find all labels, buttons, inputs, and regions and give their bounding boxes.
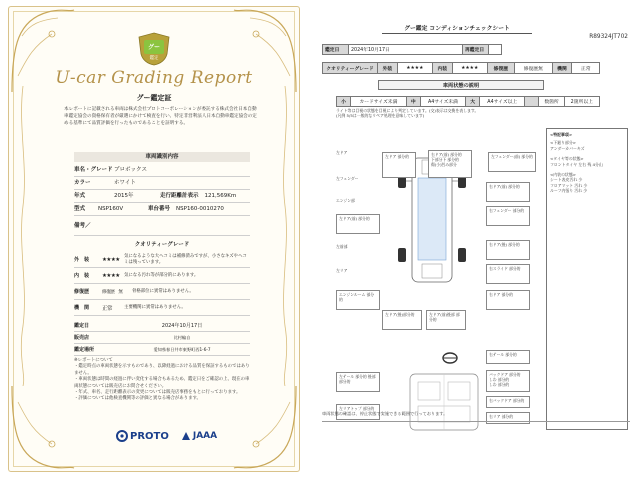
vehicle-name-row [74, 164, 250, 177]
vehicle-year-value: 2015年 [114, 193, 134, 199]
grading-certificate [8, 6, 300, 472]
goo-kantei-badge-icon [138, 32, 170, 66]
quality-stars: 修復歴 無 [102, 289, 123, 295]
damage-note-box: 右ドア(前) 部分的 [486, 182, 530, 202]
reinspection-value [488, 45, 501, 55]
sheet-engine-label: 機関 [552, 63, 572, 74]
damage-note-box: 右スライド 部分的 [486, 264, 530, 284]
proto-mark-icon [116, 430, 128, 442]
damage-note-box: 左フェンダー(前) 部分的 [488, 152, 536, 172]
jaaa-logo-text: JAAA [192, 431, 218, 441]
damage-note-box: 左ドア(前) 部分的 [336, 214, 380, 234]
inspection-place-value: 愛知県春日井市東野町西1-6-7 [153, 347, 211, 352]
quality-label: 機 関 [74, 305, 90, 311]
damage-note-box: 右ドア 部分的 [486, 290, 530, 310]
vine-ornament-icon [278, 86, 292, 386]
quality-label: 内 装 [74, 273, 90, 279]
scale-size-label: 小 [337, 97, 351, 107]
remark-line: シート表皮汚れ 少 [550, 177, 583, 183]
scale-size-value: A4サイズ未満 [420, 97, 465, 107]
vehicle-color-row [74, 177, 250, 190]
vehicle-model-label: 型式 [74, 206, 86, 212]
body-part-label: 左リア [336, 268, 348, 273]
sheet-date-value: 2024年10月17日 [349, 45, 463, 55]
sheet-date-label: 鑑定日 [323, 45, 349, 55]
quality-description: 気になるような大ヘコミは補修済みですが、小さなキズやヘコミは残っています。 [124, 253, 247, 265]
sheet-repair-label: 修復歴 [487, 63, 514, 74]
reinspection-label: 再鑑定日 [462, 45, 488, 55]
damage-note-box: 右リア 部分的 [486, 412, 530, 424]
vine-ornament-icon [16, 86, 30, 386]
remark-line: <下廻り部分> [550, 140, 576, 146]
quality-stars: ★★★★ [102, 256, 120, 263]
vehicle-name-value: プロボックス [114, 167, 147, 173]
car-interior-view-icon [404, 370, 484, 438]
damage-note-box: エンジンルーム 部分的 [336, 290, 380, 310]
damage-note-box: 左ドア(後)部分的 [382, 310, 422, 330]
proto-logo [116, 430, 169, 442]
quality-stars: 正常 [102, 305, 113, 312]
vehicle-year-label: 年式 [74, 193, 86, 199]
body-part-label: 左フェンダー [336, 176, 359, 181]
body-part-label: 左前部 [336, 244, 348, 249]
body-part-label: 左ドア [336, 150, 348, 155]
svg-text:グー: グー [147, 44, 161, 51]
damage-note-box: 右バックドア 部分的 [486, 396, 530, 408]
legend-note-line: (凡例 5/5は一般的なリペア処理を意味しています) [336, 113, 425, 118]
vehicle-notes-label: 備考／ [74, 223, 91, 229]
sheet-quality-table [322, 62, 600, 74]
remarks-title: <特記事項> [550, 132, 573, 137]
sheet-date-table [322, 44, 502, 55]
inspection-date-value: 2024年10月17日 [161, 323, 203, 329]
report-note: ・年式、車名、走行距離表示の変更については販売店事務をもとに行っております。 [74, 390, 241, 396]
damage-note-box: 左ドア(前)後部 部分的 [426, 310, 466, 330]
damage-note-box: 右フェンダー 部分的 [486, 206, 530, 226]
sheet-interior-label: 内装 [432, 63, 452, 74]
vehicle-model-row [74, 203, 250, 216]
legend-note [336, 108, 526, 118]
scale-size-value: カードサイズ未満 [351, 97, 407, 107]
sheet-code: R89324JT702 [589, 34, 628, 40]
quality-row-exterior [74, 252, 250, 268]
scale-size-label: 大 [466, 97, 480, 107]
remark-line: ルーフ内張り 汚れ 少 [550, 188, 588, 194]
condition-heading: 車両状態の説明 [378, 80, 544, 90]
chassis-value: NSP160-0010270 [176, 206, 224, 212]
inspection-date-label: 鑑定日 [74, 323, 90, 329]
sheet-title: グー鑑定 コンディションチェックシート [404, 26, 510, 32]
sheet-repair-value: 修復歴無 [515, 63, 552, 74]
damage-note-box: 左リアトップ 部分的 [336, 404, 380, 420]
quality-description: 主要機関に異常はありません。 [124, 304, 186, 310]
proto-logo-text: PROTO [130, 430, 169, 442]
vehicle-year-row [74, 190, 250, 203]
vehicle-color-value: ホワイト [114, 180, 136, 186]
title-underline [382, 33, 532, 34]
steering-wheel-icon [442, 352, 458, 364]
mileage-label: 走行距離計表示 [160, 193, 199, 199]
chassis-label: 車台番号 [148, 206, 171, 212]
scale-count-label [525, 97, 539, 107]
quality-row-repair [74, 284, 250, 300]
sheet-exterior-label: 外装 [377, 63, 397, 74]
report-note: ・評価については他検査機関等の評価と異なる場合があります。 [74, 396, 201, 402]
quality-label: 修復歴 [74, 289, 90, 295]
body-part-label: エンジン部 [336, 198, 355, 203]
quality-row-engine [74, 300, 250, 316]
sheet-quality-label: クオリティーグレード [323, 63, 378, 74]
damage-note-box: 左テール 部分的 後部 部分的 [336, 372, 380, 392]
svg-text:鑑定: 鑑定 [149, 56, 159, 61]
report-note: ・車両状態は時間の経過に伴い変化する場合もあるため、鑑定日をご確認の上、現在の車両状態については販売店にお問合せください。 [74, 377, 250, 389]
vehicle-model-value: NSP160V [98, 206, 124, 212]
inspection-place-row [74, 344, 250, 356]
dealer-value: 比村輪自 [173, 335, 191, 340]
dealer-row [74, 332, 250, 344]
remark-line: <内装の状態> [550, 172, 576, 178]
remark-line: フロントタイヤ 左右 残 4分山 [550, 161, 603, 167]
report-note: ・鑑定時点の車両状態を示すものであり、以降経過における品質を保証するものではありません。 [74, 364, 250, 376]
scale-count-value: 数箇所 [539, 97, 564, 107]
vehicle-notes-row [74, 216, 250, 236]
report-notes-title: ※レポートについて [74, 358, 113, 363]
vehicle-section-heading: 車両識別内容 [74, 152, 250, 162]
quality-row-interior [74, 268, 250, 284]
sheet-exterior-value: ★★★★ [397, 63, 432, 74]
mileage-value: 121,569Km [204, 193, 237, 199]
damage-scale-table [336, 96, 600, 107]
report-title: U-car Grading Report [55, 68, 253, 88]
inspection-date-row [74, 320, 250, 332]
sheet-interior-value: ★★★★ [452, 63, 487, 74]
sheet-footer-line [322, 421, 630, 422]
quality-stars: ★★★★ [102, 272, 120, 279]
damage-note-box: 右テール 部分的 [486, 350, 530, 364]
sheet-engine-value: 正常 [572, 63, 600, 74]
scale-size-label: 中 [406, 97, 420, 107]
scale-count-value: 2箇所以上 [564, 97, 599, 107]
damage-note-box: 左ドア 部分的 [382, 152, 416, 178]
quality-description: 骨格部位に異常はありません。 [132, 288, 194, 294]
dealer-label: 販売店 [74, 335, 90, 341]
damage-note-box: 右ドア(後) 部分的 [486, 240, 530, 260]
certificate-label: グー鑑定証 [136, 94, 172, 102]
scale-size-value: A4サイズ以上 [480, 97, 525, 107]
quality-section-heading: クオリティーグレード [134, 242, 190, 248]
vehicle-color-label: カラー [74, 180, 91, 186]
corner-flourish-icon [8, 382, 78, 472]
jaaa-mark-icon [181, 431, 191, 441]
damage-note-box: 右ドア(前) 部分的 下部分下 部分的 傷(小)凹み部分 [428, 150, 472, 178]
certificate-intro: 本レポートに記載される車両は株式会社プロトコーポレーションが委託する株式会社日本自動車鑑定協会の資格保有者が厳選にかけて検査を行い、特定非営利法人日本自動車鑑定協会の定める基準にて品質評価を行ったものであることを証明する。 [64, 107, 257, 127]
remark-line: アンダーカバーキズ [550, 145, 585, 151]
remark-line: フロアマット 汚れ 少 [550, 182, 588, 188]
footer-logos [116, 430, 217, 442]
inspection-place-label: 鑑定場所 [74, 347, 95, 353]
report-notes [74, 358, 252, 403]
sheet-footer-note: 車両状態の確認は、停止状態で実施できる範囲で行っております。 [322, 411, 448, 416]
vehicle-name-label: 車名・グレード [74, 167, 113, 173]
quality-description: 気になる汚れ等が部分的にあります。 [124, 272, 199, 278]
quality-label: 外 装 [74, 257, 90, 263]
legend-note-line: ライト等は目視の状態を目視により判定しています。(交)表示は交換を表します。 [336, 108, 479, 113]
damage-note-box: バックドア 部分的 しわ 部分的 しわ 部分的 [486, 370, 530, 392]
remarks-panel [546, 128, 628, 430]
condition-check-sheet [322, 26, 630, 446]
jaaa-logo [181, 431, 217, 441]
remark-line: <タイヤ等の状態> [550, 156, 584, 162]
